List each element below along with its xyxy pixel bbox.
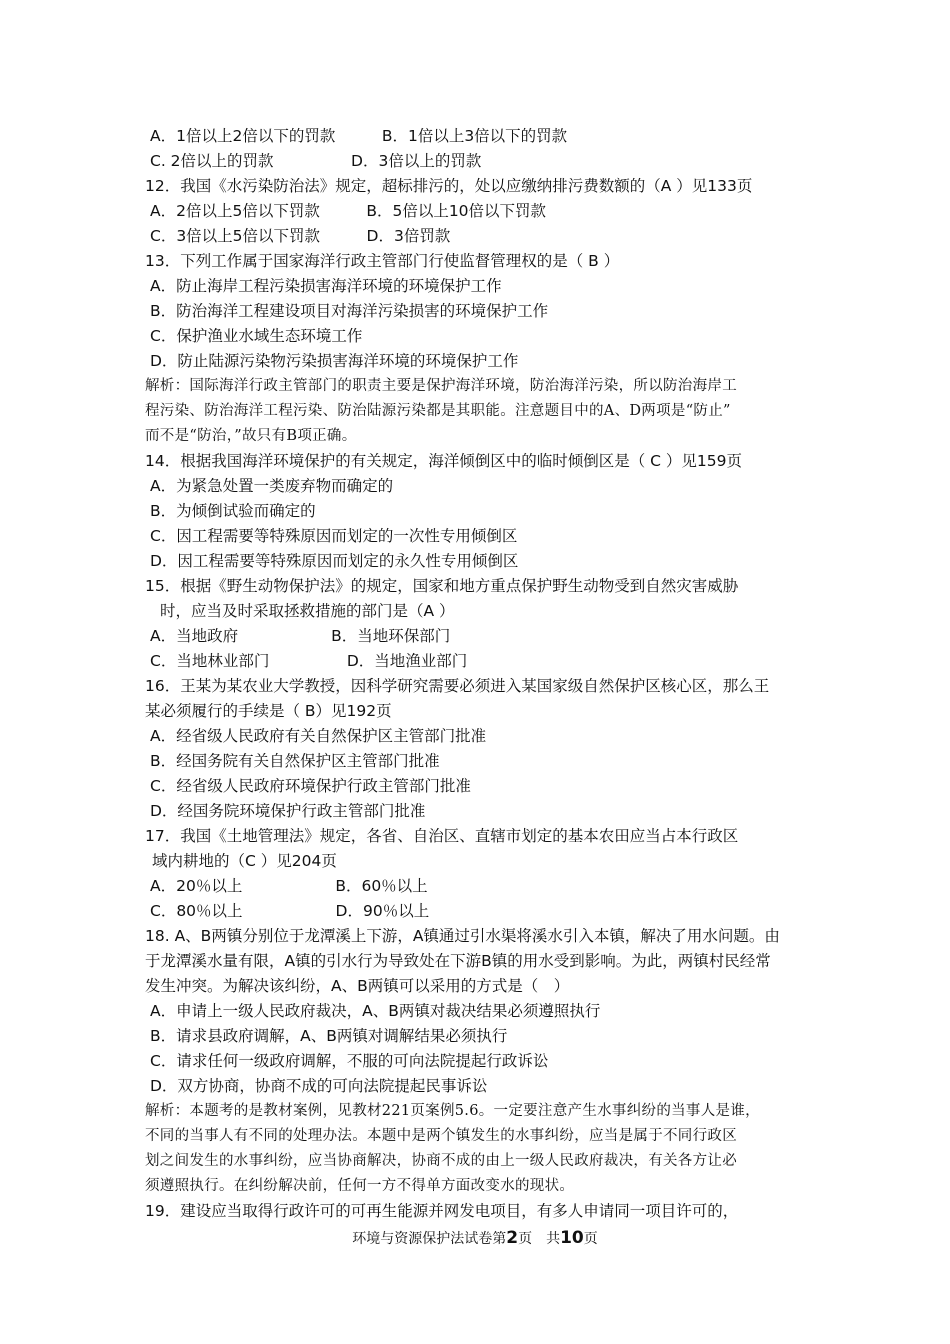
q13-analysis-line-1: 解析：国际海洋行政主管部门的职责主要是保护海洋环境，防治海洋污染，所以防治海岸工 [145,378,737,394]
q18-option-d: D．双方协商，协商不成的可向法院提起民事诉讼 [150,1077,488,1095]
q16-option-c: C．经省级人民政府环境保护行政主管部门批准 [150,777,471,795]
footer-total-pages: 10 [560,1228,584,1248]
q16-option-d: D．经国务院环境保护行政主管部门批准 [150,802,426,820]
q13-analysis-line-3: 而不是“防治，”故只有B项正确。 [145,428,357,444]
q17-options-ab: A．20％以上 B．60％以上 [150,877,428,895]
q13-option-a: A．防止海岸工程污染损害海洋环境的环境保护工作 [150,277,502,295]
q14-option-c: C．因工程需要等特殊原因而划定的一次性专用倾倒区 [150,527,518,545]
q19-stem: 19．建设应当取得行政许可的可再生能源并网发电项目，有多人申请同一项目许可的， [145,1202,739,1220]
q16-option-a: A．经省级人民政府有关自然保护区主管部门批准 [150,727,487,745]
q18-option-b: B．请求县政府调解，A、B两镇对调解结果必须执行 [150,1027,508,1045]
q18-stem-line-3: 发生冲突。为解决该纠纷，A、B两镇可以采用的方式是（ ） [145,977,570,995]
q13-option-c: C．保护渔业水域生态环境工作 [150,327,363,345]
q17-options-cd: C．80％以上 D．90％以上 [150,902,430,920]
q12-options-cd: C．3倍以上5倍以下罚款 D．3倍罚款 [150,227,451,245]
q13-option-b: B．防治海洋工程建设项目对海洋污染损害的环境保护工作 [150,302,549,320]
q11-options-ab: A．1倍以上2倍以下的罚款 B．1倍以上3倍以下的罚款 [150,127,568,145]
q18-analysis-line-4: 须遵照执行。在纠纷解决前，任何一方不得单方面改变水的现状。 [145,1178,575,1194]
footer-middle: 页 共 [518,1231,561,1247]
footer-prefix: 环境与资源保护法试卷第 [352,1231,507,1247]
q14-stem: 14．根据我国海洋环境保护的有关规定，海洋倾倒区中的临时倾倒区是（ C ）见159页 [145,452,742,470]
q12-options-ab: A．2倍以上5倍以下罚款 B．5倍以上10倍以下罚款 [150,202,547,220]
q18-analysis-line-2: 不同的当事人有不同的处理办法。本题中是两个镇发生的水事纠纷，应当是属于不同行政区 [145,1128,737,1144]
footer-suffix: 页 [583,1231,598,1247]
page-footer [0,1228,950,1249]
q13-option-d: D．防止陆源污染物污染损害海洋环境的环境保护工作 [150,352,519,370]
q15-options-cd: C．当地林业部门 D．当地渔业部门 [150,652,468,670]
q13-analysis-line-2: 程污染、防治海洋工程污染、防治陆源污染都是其职能。注意题目中的A、D两项是“防止” [145,403,731,419]
q15-stem-line-1: 15．根据《野生动物保护法》的规定，国家和地方重点保护野生动物受到自然灾害威胁 [145,577,739,595]
q17-stem-line-2: 域内耕地的（C ）见204页 [152,852,337,870]
q14-option-b: B．为倾倒试验而确定的 [150,502,316,520]
q18-stem-line-1: 18. A、B两镇分别位于龙潭溪上下游，A镇通过引水渠将溪水引入本镇，解决了用水问题。由 [145,927,780,945]
q15-options-ab: A．当地政府 B．当地环保部门 [150,627,451,645]
q14-option-a: A．为紧急处置一类废弃物而确定的 [150,477,394,495]
q11-options-cd: C. 2倍以上的罚款 D．3倍以上的罚款 [150,152,482,170]
q16-stem-line-1: 16．王某为某农业大学教授，因科学研究需要必须进入某国家级自然保护区核心区，那么王 [145,677,770,695]
q18-option-a: A．申请上一级人民政府裁决，A、B两镇对裁决结果必须遵照执行 [150,1002,601,1020]
q14-option-d: D．因工程需要等特殊原因而划定的永久性专用倾倒区 [150,552,519,570]
q16-option-b: B．经国务院有关自然保护区主管部门批准 [150,752,440,770]
q12-stem: 12．我国《水污染防治法》规定，超标排污的，处以应缴纳排污费数额的（A ）见133页 [145,177,753,195]
footer-page-number: 2 [506,1228,519,1248]
q18-option-c: C．请求任何一级政府调解，不服的可向法院提起行政诉讼 [150,1052,549,1070]
q16-stem-line-2: 某必须履行的手续是（ B）见192页 [145,702,392,720]
q18-stem-line-2: 于龙潭溪水量有限，A镇的引水行为导致处在下游B镇的用水受到影响。为此，两镇村民经常 [145,952,771,970]
q13-stem: 13．下列工作属于国家海洋行政主管部门行使监督管理权的是（ B ） [145,252,620,270]
q15-stem-line-2: 时，应当及时采取拯救措施的部门是（A ） [160,602,455,620]
q17-stem-line-1: 17．我国《土地管理法》规定，各省、自治区、直辖市划定的基本农田应当占本行政区 [145,827,739,845]
q18-analysis-line-3: 划之间发生的水事纠纷，应当协商解决，协商不成的由上一级人民政府裁决，有关各方让必 [145,1153,737,1169]
q18-analysis-line-1: 解析：本题考的是教材案例，见教材221页案例5.6。一定要注意产生水事纠纷的当事人是谁， [145,1103,760,1119]
